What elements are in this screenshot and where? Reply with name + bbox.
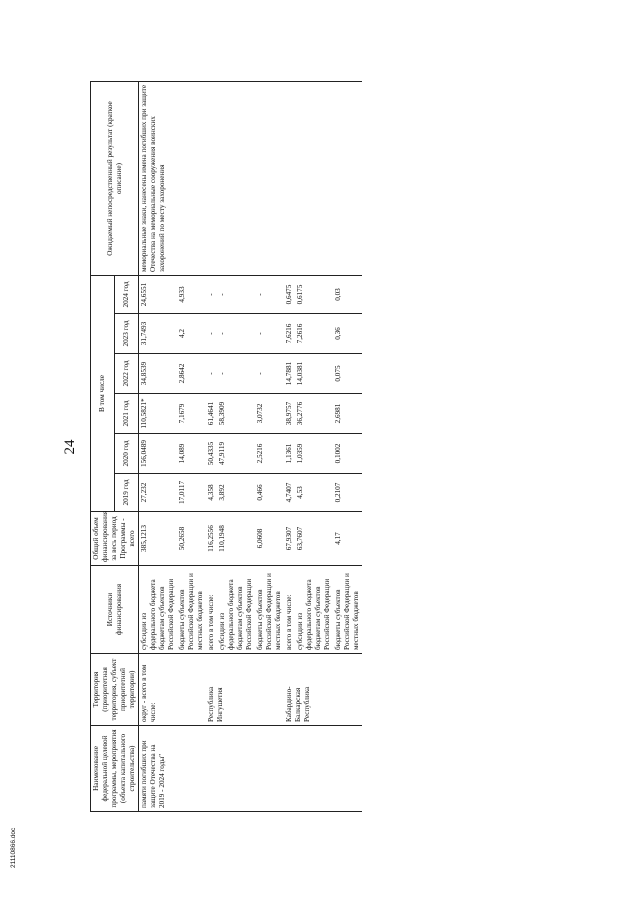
year-cell: 7,1679 bbox=[177, 394, 206, 434]
year-cell: 0,075 bbox=[333, 354, 362, 394]
year-cell: 14,0381 bbox=[295, 354, 333, 394]
year-cell: 31,7493 bbox=[139, 314, 178, 354]
year-cell: - bbox=[255, 314, 284, 354]
territory-cell: Республика Ингушетия bbox=[206, 654, 284, 726]
year-cell: 4,7407 bbox=[284, 474, 295, 512]
col-header-in-that: В том числе bbox=[91, 276, 115, 512]
year-cell: - bbox=[206, 276, 217, 314]
year-cell: 0,36 bbox=[333, 314, 362, 354]
year-cell: - bbox=[217, 354, 255, 394]
source-cell: субсидии из федерального бюджета бюджетам субъектов Российской Федерации bbox=[295, 566, 333, 654]
total-cell: 6,0608 bbox=[255, 512, 284, 566]
year-header: 2021 год bbox=[115, 394, 139, 434]
year-cell: - bbox=[206, 354, 217, 394]
source-cell: субсидии из федерального бюджета бюджетам субъектов Российской Федерации bbox=[139, 566, 178, 654]
year-cell: 47,9119 bbox=[217, 434, 255, 474]
result-cell: мемориальные знаки, нанесены имена погибших при защите Отечества на мемориальные сооружения воинских захоронений по месту захоронения bbox=[139, 82, 363, 276]
year-cell: 50,4335 bbox=[206, 434, 217, 474]
total-cell: 67,9307 bbox=[284, 512, 295, 566]
year-cell: 7,2616 bbox=[295, 314, 333, 354]
year-cell: 58,3909 bbox=[217, 394, 255, 434]
year-cell: 0,2107 bbox=[333, 474, 362, 512]
col-header-territory: Территория (приоритетная территория, субъект приоритетной территории) bbox=[91, 654, 139, 726]
table-row bbox=[139, 82, 178, 812]
year-cell: 3,0732 bbox=[255, 394, 284, 434]
year-header: 2024 год bbox=[115, 276, 139, 314]
source-cell: всего в том числе: bbox=[284, 566, 295, 654]
year-cell: 156,0489 bbox=[139, 434, 178, 474]
year-cell: 0,466 bbox=[255, 474, 284, 512]
year-cell: 110,5821* bbox=[139, 394, 178, 434]
year-cell: 17,0117 bbox=[177, 474, 206, 512]
col-header-sources: Источники финансирования bbox=[91, 566, 139, 654]
source-cell: бюджеты субъектов Российской Федерации и местных бюджетов bbox=[177, 566, 206, 654]
territory-cell: Кабардино-Балкарская Республика bbox=[284, 654, 362, 726]
source-cell: бюджеты субъектов Российской Федерации и местных бюджетов bbox=[255, 566, 284, 654]
total-cell: 63,7607 bbox=[295, 512, 333, 566]
financing-table bbox=[90, 81, 362, 812]
year-cell: - bbox=[206, 314, 217, 354]
year-header: 2022 год bbox=[115, 354, 139, 394]
source-cell: субсидии из федерального бюджета бюджетам субъектов Российской Федерации bbox=[217, 566, 255, 654]
year-header: 2019 год bbox=[115, 474, 139, 512]
year-cell: 4,358 bbox=[206, 474, 217, 512]
year-cell: 1,0359 bbox=[295, 434, 333, 474]
year-cell: 1,1361 bbox=[284, 434, 295, 474]
total-cell: 50,2658 bbox=[177, 512, 206, 566]
col-header-name: Наименование федеральной целевой программы, мероприятия (объекта капитального строительства) bbox=[91, 726, 139, 812]
year-cell: 7,6216 bbox=[284, 314, 295, 354]
year-cell: - bbox=[217, 314, 255, 354]
year-cell: 0,03 bbox=[333, 276, 362, 314]
year-cell: 34,8539 bbox=[139, 354, 178, 394]
year-cell: 2,6981 bbox=[333, 394, 362, 434]
program-name-cell: памяти погибших при защите Отечества на 2019 - 2024 годы" bbox=[139, 726, 363, 812]
rotated-page bbox=[60, 82, 580, 812]
year-cell: 14,089 bbox=[177, 434, 206, 474]
total-cell: 385,1213 bbox=[139, 512, 178, 566]
year-cell: 3,892 bbox=[217, 474, 255, 512]
year-cell: 0,6175 bbox=[295, 276, 333, 314]
year-cell: - bbox=[255, 354, 284, 394]
year-cell: 14,7881 bbox=[284, 354, 295, 394]
total-cell: 4,17 bbox=[333, 512, 362, 566]
total-cell: 110,1948 bbox=[217, 512, 255, 566]
document-code: 21110866.doc bbox=[10, 827, 17, 868]
year-cell: 36,2776 bbox=[295, 394, 333, 434]
year-cell: 2,5216 bbox=[255, 434, 284, 474]
year-cell: 27,232 bbox=[139, 474, 178, 512]
header-row bbox=[91, 82, 115, 812]
source-cell: бюджеты субъектов Российской Федерации и местных бюджетов bbox=[333, 566, 362, 654]
year-cell: 38,9757 bbox=[284, 394, 295, 434]
year-cell: 61,4641 bbox=[206, 394, 217, 434]
total-cell: 116,2556 bbox=[206, 512, 217, 566]
year-cell: 4,2 bbox=[177, 314, 206, 354]
year-cell: 2,8642 bbox=[177, 354, 206, 394]
year-cell: 4,933 bbox=[177, 276, 206, 314]
year-cell: - bbox=[255, 276, 284, 314]
page-number: 24 bbox=[62, 439, 78, 455]
col-header-total: Общий объем финансирования за весь период Программы - всего bbox=[91, 512, 139, 566]
year-header: 2023 год bbox=[115, 314, 139, 354]
year-cell: 4,53 bbox=[295, 474, 333, 512]
year-header: 2020 год bbox=[115, 434, 139, 474]
year-cell: - bbox=[217, 276, 255, 314]
year-cell: 0,6475 bbox=[284, 276, 295, 314]
year-cell: 0,1002 bbox=[333, 434, 362, 474]
source-cell: всего в том числе: bbox=[206, 566, 217, 654]
col-header-result: Ожидаемый непосредственный результат (краткое описание) bbox=[91, 82, 139, 276]
territory-cell: округ - всего в том числе: bbox=[139, 654, 207, 726]
year-cell: 24,6551 bbox=[139, 276, 178, 314]
